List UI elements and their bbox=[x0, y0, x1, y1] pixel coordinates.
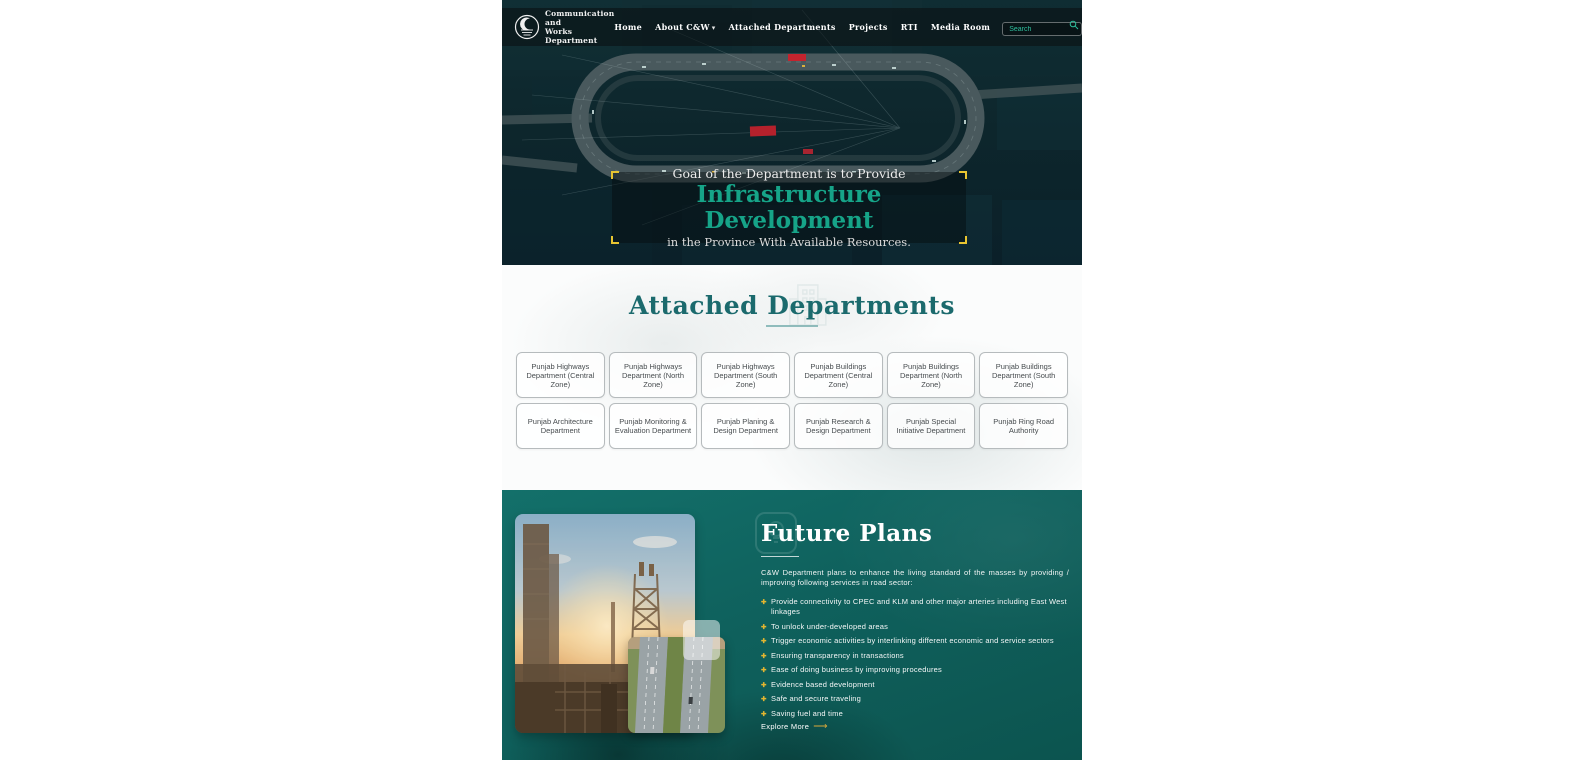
long-arrow-right-icon: ⟶ bbox=[813, 720, 828, 732]
dept-button-highways-south[interactable]: Punjab Highways Department (South Zone) bbox=[701, 352, 790, 398]
menu-item-projects[interactable]: Projects bbox=[848, 22, 888, 32]
caption-corner-icon bbox=[959, 236, 967, 244]
dept-button-architecture[interactable]: Punjab Architecture Department bbox=[516, 403, 605, 449]
plus-bullet-icon: ✚ bbox=[761, 710, 767, 718]
future-plans-header bbox=[761, 520, 1069, 557]
list-item: ✚ To unlock under-developed areas bbox=[761, 621, 889, 631]
menu-item-media-room[interactable]: Media Room bbox=[930, 22, 991, 32]
plus-bullet-icon: ✚ bbox=[761, 667, 767, 674]
future-plans-content bbox=[761, 520, 1069, 723]
plus-bullet-icon: ✚ bbox=[761, 623, 767, 631]
dept-button-ring-road[interactable]: Punjab Ring Road Authority bbox=[979, 403, 1068, 449]
brand-line2: Works Department bbox=[545, 27, 598, 45]
dept-button-highways-north[interactable]: Punjab Highways Department (North Zone) bbox=[609, 352, 698, 398]
hero-caption-line2: Infrastructure Development bbox=[696, 181, 882, 234]
chevron-down-icon: ▾ bbox=[711, 23, 716, 32]
hero-section bbox=[502, 0, 1082, 265]
search-box bbox=[1002, 18, 1082, 37]
attached-departments-title: Attached Departments bbox=[629, 291, 955, 320]
list-item: ✚ Evidence based development bbox=[761, 679, 875, 689]
future-plans-list bbox=[761, 597, 1069, 719]
dept-button-monitoring-evaluation[interactable]: Punjab Monitoring & Evaluation Department bbox=[609, 403, 698, 449]
brand[interactable] bbox=[514, 9, 614, 45]
hero-caption-line1: Goal of the Department is to Provide bbox=[672, 166, 906, 181]
dept-button-research-design[interactable]: Punjab Research & Design Department bbox=[794, 403, 883, 449]
list-item: ✚ Trigger economic activities by interlinking different economic and service sectors bbox=[761, 636, 1054, 645]
explore-more-label: Explore More bbox=[761, 722, 810, 731]
list-item: ✚ Ensuring transparency in transactions bbox=[761, 650, 904, 660]
decorative-glass-square bbox=[683, 620, 720, 660]
dept-button-buildings-central[interactable]: Punjab Buildings Department (Central Zone) bbox=[794, 352, 883, 398]
caption-corner-icon bbox=[611, 236, 619, 244]
list-item: ✚ Safe and secure traveling bbox=[761, 694, 862, 703]
page-column bbox=[502, 0, 1082, 760]
punjab-govt-logo-icon bbox=[514, 14, 540, 40]
dept-button-buildings-south[interactable]: Punjab Buildings Department (South Zone) bbox=[979, 352, 1068, 398]
future-plans-title: Future Plans bbox=[761, 520, 933, 547]
list-item: ✚ Provide connectivity to CPEC and KLM and other major arteries including East West linkages bbox=[761, 597, 1067, 616]
section-header bbox=[502, 291, 1082, 327]
navbar bbox=[502, 8, 1082, 46]
future-plans-section bbox=[502, 490, 1082, 760]
plus-bullet-icon: ✚ bbox=[761, 638, 767, 645]
caption-corner-icon bbox=[611, 171, 619, 179]
hero-caption-line3: in the Province With Available Resources. bbox=[667, 235, 911, 249]
plus-bullet-icon: ✚ bbox=[761, 652, 767, 660]
dept-button-planing-design[interactable]: Punjab Planing & Design Department bbox=[701, 403, 790, 449]
menu-item-attached-departments[interactable]: Attached Departments bbox=[728, 22, 836, 32]
list-item: ✚ Saving fuel and time bbox=[761, 708, 843, 718]
explore-more-link[interactable] bbox=[761, 722, 828, 731]
menu-item-rti[interactable]: RTI bbox=[900, 22, 918, 32]
plus-bullet-icon: ✚ bbox=[761, 599, 767, 606]
title-underline bbox=[761, 556, 799, 557]
attached-departments-section bbox=[502, 265, 1082, 490]
brand-text bbox=[545, 9, 614, 45]
search-icon[interactable] bbox=[1069, 20, 1079, 30]
menu-item-about[interactable]: About C&W ▾ bbox=[655, 22, 716, 32]
future-plans-intro: C&W Department plans to enhance the living standard of the masses by providing / improving following services in road sector: bbox=[761, 568, 1069, 587]
hero-caption bbox=[612, 166, 966, 249]
dept-button-highways-central[interactable]: Punjab Highways Department (Central Zone) bbox=[516, 352, 605, 398]
menu-item-home[interactable]: Home bbox=[614, 22, 643, 32]
plus-bullet-icon: ✚ bbox=[761, 681, 767, 689]
plus-bullet-icon: ✚ bbox=[761, 696, 767, 703]
brand-line1: Communication and bbox=[545, 9, 615, 27]
caption-corner-icon bbox=[959, 171, 967, 179]
list-item: ✚ Ease of doing business by improving procedures bbox=[761, 665, 942, 674]
dept-button-buildings-north[interactable]: Punjab Buildings Department (North Zone) bbox=[887, 352, 976, 398]
departments-grid bbox=[516, 352, 1068, 449]
dept-button-special-initiative[interactable]: Punjab Special Initiative Department bbox=[887, 403, 976, 449]
main-menu bbox=[614, 22, 990, 32]
